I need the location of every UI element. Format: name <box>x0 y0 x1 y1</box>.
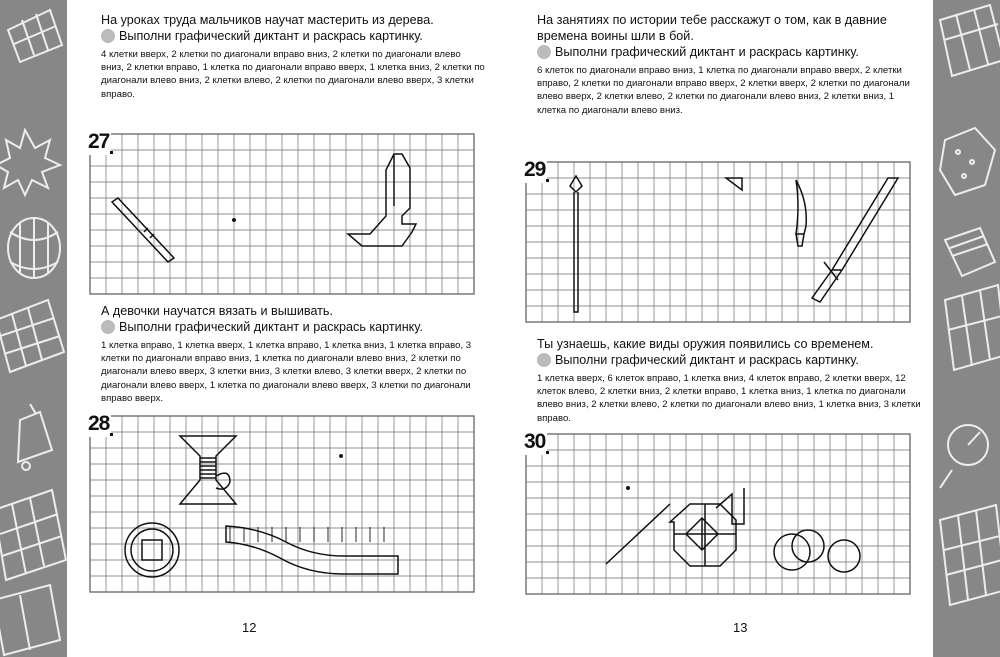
bullet-icon <box>101 320 115 334</box>
dictation-text: 1 клетка вверх, 6 клеток вправо, 1 клетка вниз, 4 клеток вправо, 2 клетки вверх, 12 клеток влево, 2 клетки вниз, 2 клетки вправо, 1 клетка вниз, 1 клетка по диагонали влево вниз, 2 клетки влево, 2 клетки по диагонали влево вниз, 1 клетка вниз, 3 клетки вправо. <box>537 373 921 424</box>
grid-lines <box>90 416 474 592</box>
bullet-icon <box>101 29 115 43</box>
page-number: 12 <box>242 620 257 635</box>
instruction-line <box>537 44 925 60</box>
grid-lines <box>526 162 910 322</box>
section-weapons <box>537 336 925 425</box>
button-stitches <box>142 540 162 560</box>
cannonball-drawing <box>828 540 860 572</box>
exercise-number: 30 <box>524 430 546 453</box>
exercise-grid-29 <box>525 161 911 323</box>
dictation-text: 4 клетки вверх, 2 клетки по диагонали вправо вниз, 2 клетки по диагонали влево вниз, 2 клетки вправо, 1 клетка по диагонали вправо вверх, 1 клетка вниз, 2 клетки по диагонали влево вниз, 2 клетки влево, 2 клетки по диагонали влево вверх, 3 клетки вправо. <box>101 49 485 100</box>
dictation-text: 6 клеток по диагонали вправо вниз, 1 клетка по диагонали вправо вверх, 2 клетки вправо, 2 клетки по диагонали вправо вверх, 2 клетки вверх, 2 клетки по диагонали влево вверх, 2 клетки влево, 2 клетки по диагонали влево вниз, 2 клетки вниз, 1 клетка по диагонали влево вниз. <box>537 65 910 116</box>
grid-lines <box>90 134 474 294</box>
exercise-grid-28 <box>89 415 475 593</box>
bullet-icon <box>537 353 551 367</box>
instruction-text: Выполни графический диктант и раскрась картинку. <box>119 320 423 334</box>
start-dot <box>339 454 343 458</box>
dagger-drawing <box>796 180 806 246</box>
section-knitting <box>101 303 486 405</box>
exercise-number: 29 <box>524 158 546 181</box>
cannonball-drawing <box>774 534 810 570</box>
exercise-number: 27 <box>88 130 110 153</box>
section-history <box>537 12 925 117</box>
exercise-number: 28 <box>88 412 110 435</box>
button-inner <box>131 529 173 571</box>
book-spine <box>495 0 506 657</box>
section-intro: На занятиях по истории тебе расскажут о том, как в давние времена воины шли в бой. <box>537 13 887 43</box>
start-dot <box>232 218 236 222</box>
knife-handle-marks <box>144 228 154 238</box>
instruction-line <box>101 28 486 44</box>
instruction-text: Выполни графический диктант и раскрась картинку. <box>119 29 423 43</box>
instruction-line <box>537 352 925 368</box>
button-outer <box>125 523 179 577</box>
section-intro: Ты узнаешь, какие виды оружия появились со временем. <box>537 337 874 351</box>
scarf-drawing <box>226 526 398 574</box>
exercise-grid-30 <box>525 433 911 595</box>
boat-drawing <box>348 154 416 246</box>
right-page <box>506 0 933 657</box>
bullet-icon <box>537 45 551 59</box>
start-dot <box>626 486 630 490</box>
sabre-drawing <box>812 178 898 302</box>
exercise-grid-27 <box>89 133 475 295</box>
section-woodwork <box>101 12 486 101</box>
left-page <box>67 0 495 657</box>
spool-thread <box>200 458 230 489</box>
cannon-drawing <box>606 488 744 566</box>
instruction-line <box>101 319 486 335</box>
dictation-text: 1 клетка вправо, 1 клетка вверх, 1 клетка вправо, 1 клетка вниз, 1 клетка вправо, 3 клетки по диагонали вправо вниз, 1 клетка по диагонали влево вниз, 2 клетки по диагонали влево вверх, 3 клетки вниз, 3 клетки влево, 3 клетки вверх, 2 клетки по диагонали влево вверх, 1 клетка по диагонали влево вверх, 3 клетки по диагонали вправо вверх. <box>101 340 472 404</box>
instruction-text: Выполни графический диктант и раскрась картинку. <box>555 45 859 59</box>
instruction-text: Выполни графический диктант и раскрась картинку. <box>555 353 859 367</box>
section-intro: На уроках труда мальчиков научат мастерить из дерева. <box>101 13 434 27</box>
page-number: 13 <box>733 620 748 635</box>
section-intro: А девочки научатся вязать и вышивать. <box>101 304 333 318</box>
spear-drawing <box>570 176 582 312</box>
